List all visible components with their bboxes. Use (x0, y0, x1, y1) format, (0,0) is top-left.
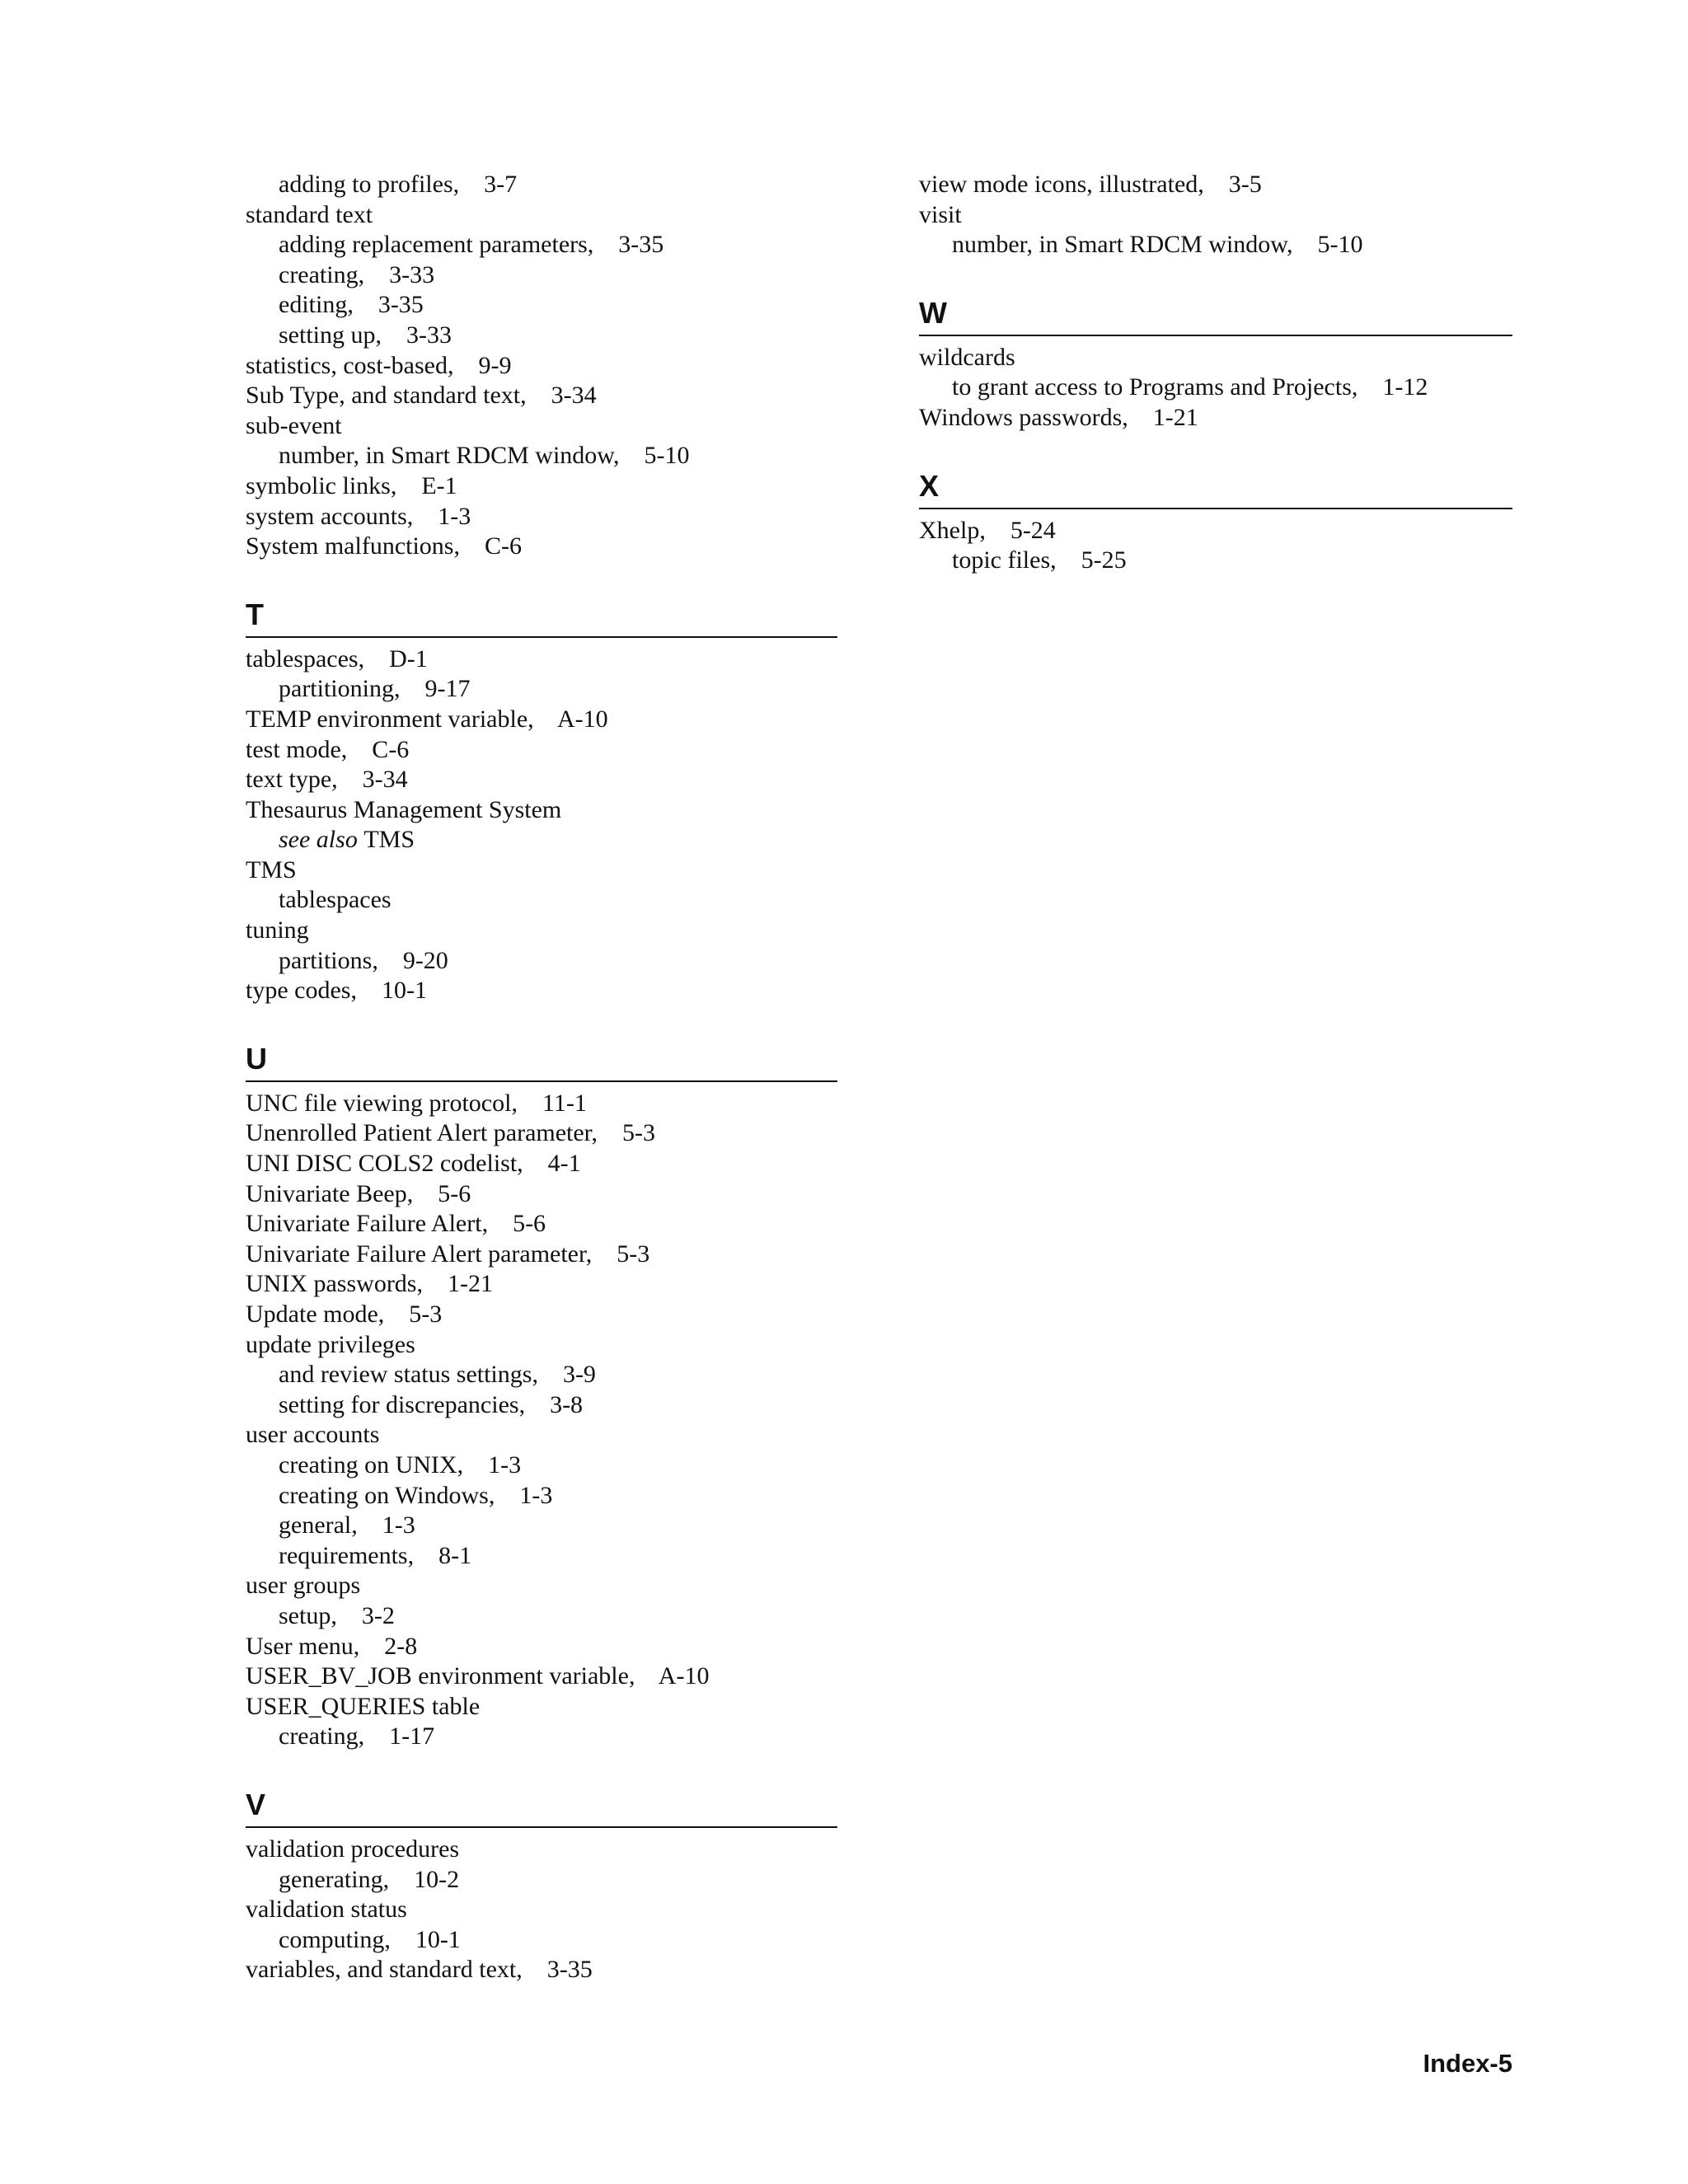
index-entry (919, 170, 1512, 200)
index-entry-text: computing, 10-1 (279, 1925, 461, 1953)
index-entry-text: to grant access to Programs and Projects, 1-12 (952, 373, 1428, 401)
index-group-v (246, 1835, 837, 1985)
index-entry (246, 1269, 837, 1300)
index-entry-text: user groups (246, 1572, 361, 1600)
index-entry (246, 411, 837, 442)
index-subentry (246, 260, 837, 291)
index-group-t (246, 644, 837, 1006)
index-entry-text: Windows passwords, 1-21 (919, 403, 1198, 431)
index-entry-text: USER_BV_JOB environment variable, A-10 (246, 1662, 710, 1690)
index-entry-text: UNI DISC COLS2 codelist, 4-1 (246, 1150, 581, 1178)
index-entry (246, 1209, 837, 1240)
index-entry (246, 1330, 837, 1361)
index-entry (246, 735, 837, 766)
index-entry-text: TEMP environment variable, A-10 (246, 705, 608, 733)
index-entry (246, 795, 837, 826)
index-entry-text: tablespaces, D-1 (246, 644, 428, 673)
index-entry-text: Xhelp, 5-24 (919, 516, 1056, 544)
index-entry (246, 855, 837, 886)
index-subentry (246, 1865, 837, 1896)
index-subentry (246, 321, 837, 351)
index-entry (246, 381, 837, 411)
section-heading-v: V (246, 1788, 837, 1828)
index-entry-text: creating, 3-33 (279, 260, 435, 288)
index-entry (246, 1179, 837, 1210)
index-subentry (246, 1390, 837, 1421)
index-subentry (246, 1481, 837, 1511)
index-entry (246, 644, 837, 675)
index-entry-text: variables, and standard text, 3-35 (246, 1956, 593, 1984)
index-group-v-continued (919, 170, 1512, 260)
index-subentry (246, 946, 837, 977)
index-entry-text: adding replacement parameters, 3-35 (279, 231, 664, 259)
index-entry (246, 765, 837, 795)
index-column-right (919, 170, 1512, 576)
index-entry (246, 1149, 837, 1179)
index-subentry (246, 1925, 837, 1956)
index-entry-text: TMS (246, 855, 297, 883)
index-entry-text: topic files, 5-25 (952, 546, 1127, 574)
index-entry-text: type codes, 10-1 (246, 977, 427, 1005)
index-subentry (246, 170, 837, 200)
index-subentry (246, 674, 837, 705)
index-entry-text: UNIX passwords, 1-21 (246, 1270, 493, 1298)
see-also-label: see also (279, 826, 364, 854)
index-subentry (246, 1722, 837, 1752)
index-subentry (246, 441, 837, 471)
index-entry (246, 1118, 837, 1149)
index-subentry (246, 885, 837, 916)
index-entry (246, 1692, 837, 1722)
index-entry-text: tablespaces (279, 886, 392, 914)
index-entry-text: validation procedures (246, 1835, 460, 1863)
index-entry-text: number, in Smart RDCM window, 5-10 (952, 231, 1363, 259)
index-entry (919, 343, 1512, 373)
index-subentry (246, 1601, 837, 1632)
index-entry (246, 532, 837, 562)
index-entry (919, 403, 1512, 434)
index-entry-text: UNC file viewing protocol, 11-1 (246, 1089, 587, 1117)
index-entry-text: editing, 3-35 (279, 291, 424, 319)
index-subentry (246, 1511, 837, 1541)
index-entry-text: Thesaurus Management System (246, 795, 562, 823)
index-entry-text: validation status (246, 1896, 407, 1924)
index-entry (246, 471, 837, 502)
index-entry-text: setting for discrepancies, 3-8 (279, 1390, 584, 1418)
section-heading-t: T (246, 598, 837, 638)
index-entry-text: update privileges (246, 1330, 415, 1358)
index-group-x (919, 516, 1512, 576)
section-heading-w: W (919, 297, 1512, 336)
index-entry-text: Univariate Beep, 5-6 (246, 1179, 471, 1207)
index-subentry (246, 825, 837, 855)
index-entry-text: test mode, C-6 (246, 735, 410, 763)
index-entry-text: partitions, 9-20 (279, 946, 448, 974)
index-entry-text: setting up, 3-33 (279, 321, 452, 349)
index-entry (246, 1300, 837, 1330)
index-entry-text: and review status settings, 3-9 (279, 1361, 596, 1389)
index-entry (246, 1240, 837, 1270)
index-entry-text: creating on UNIX, 1-3 (279, 1451, 522, 1479)
index-entry-text: partitioning, 9-17 (279, 675, 471, 703)
index-subentry (246, 290, 837, 321)
index-entry (246, 1632, 837, 1662)
index-entry (246, 1089, 837, 1119)
index-entry (246, 916, 837, 946)
index-entry-text: requirements, 8-1 (279, 1541, 472, 1569)
index-entry-text: USER_QUERIES table (246, 1692, 481, 1720)
index-entry-text: standard text (246, 200, 373, 228)
index-entry-text: User menu, 2-8 (246, 1632, 418, 1660)
index-entry-text: tuning (246, 916, 309, 944)
index-entry-text: wildcards (919, 343, 1015, 371)
index-entry-text: creating on Windows, 1-3 (279, 1481, 553, 1509)
index-entry-text: setup, 3-2 (279, 1601, 395, 1629)
index-entry-text: visit (919, 200, 962, 228)
index-entry (246, 1571, 837, 1601)
index-entry-text: Unenrolled Patient Alert parameter, 5-3 (246, 1119, 655, 1147)
index-entry-text: text type, 3-34 (246, 766, 408, 794)
index-subentry (919, 230, 1512, 260)
index-entry (246, 1661, 837, 1692)
index-entry-text: creating, 1-17 (279, 1722, 435, 1750)
index-entry (246, 705, 837, 735)
index-entry-text: view mode icons, illustrated, 3-5 (919, 171, 1262, 198)
index-entry (246, 1955, 837, 1985)
index-subentry (919, 546, 1512, 576)
index-entry-text: user accounts (246, 1421, 380, 1449)
index-entry (246, 502, 837, 532)
index-subentry (246, 1541, 837, 1572)
index-entry-text: number, in Smart RDCM window, 5-10 (279, 442, 690, 470)
index-group-w (919, 343, 1512, 434)
index-entry-text: generating, 10-2 (279, 1865, 460, 1893)
index-subentry (246, 230, 837, 260)
index-entry-text: general, 1-3 (279, 1511, 415, 1540)
index-entry (246, 351, 837, 382)
section-heading-x: X (919, 470, 1512, 509)
index-entry-text: sub-event (246, 411, 342, 439)
index-entry (919, 200, 1512, 231)
index-subentry (246, 1451, 837, 1481)
index-entry (919, 516, 1512, 546)
section-heading-u: U (246, 1043, 837, 1082)
index-entry (246, 1835, 837, 1865)
index-subentry (919, 373, 1512, 403)
index-entry-text: symbolic links, E-1 (246, 471, 457, 499)
index-group-u (246, 1089, 837, 1752)
index-entry (246, 200, 837, 231)
index-subentry (246, 1360, 837, 1390)
page-number: Index-5 (1423, 2049, 1512, 2078)
index-entry-text: Univariate Failure Alert, 5-6 (246, 1210, 546, 1238)
index-entry-text: system accounts, 1-3 (246, 502, 471, 530)
index-entry (246, 976, 837, 1006)
index-entry-text: Update mode, 5-3 (246, 1301, 443, 1328)
index-entry (246, 1420, 837, 1451)
index-group-s-continued (246, 170, 837, 562)
index-entry-text: adding to profiles, 3-7 (279, 171, 518, 198)
index-entry-text: Univariate Failure Alert parameter, 5-3 (246, 1240, 650, 1268)
index-column-left (246, 170, 837, 1985)
index-entry-text: System malfunctions, C-6 (246, 532, 522, 560)
index-entry (246, 1895, 837, 1925)
index-entry-text: Sub Type, and standard text, 3-34 (246, 382, 597, 410)
index-entry-text: TMS (363, 826, 415, 854)
index-entry-text: statistics, cost-based, 9-9 (246, 351, 512, 379)
